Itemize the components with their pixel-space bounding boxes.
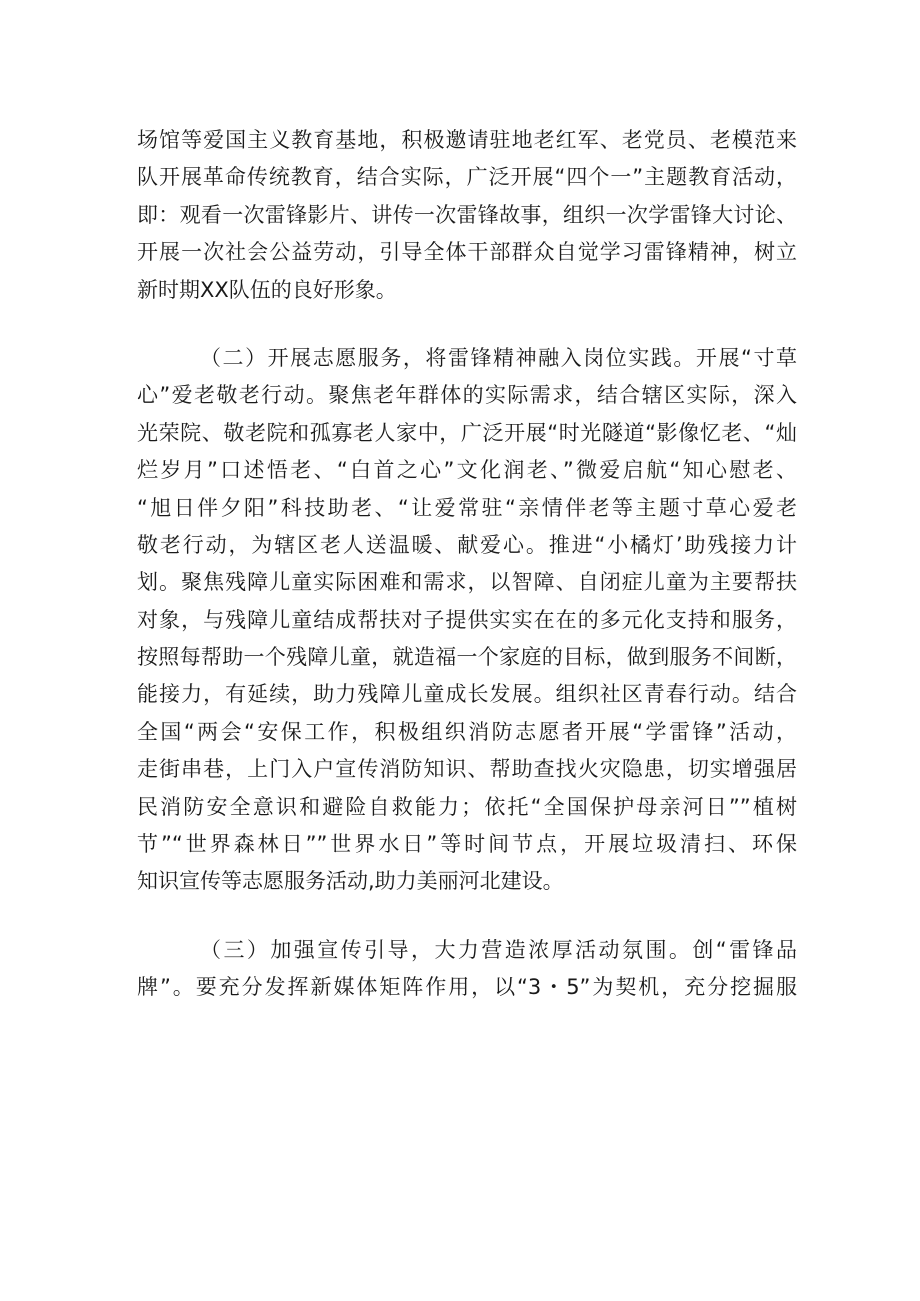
paragraph-3 — [137, 932, 797, 1007]
text-line: 敬老行动，为辖区老人送温暖、献爱心。推进“小橘灯’助残接力计 — [137, 532, 797, 557]
text-line: 光荣院、敬老院和孤寡老人家中，广泛开展“时光隧道“影像忆老、“灿 — [137, 420, 797, 445]
text-line: 节”“世界森林日””世界水日”等时间节点，开展垃圾清扫、环保 — [137, 832, 797, 857]
document-body — [137, 122, 797, 1007]
text-line: 知识宣传等志愿服务活动,助力美丽河北建设。 — [137, 869, 564, 894]
text-line: 队开展革命传统教育，结合实际，广泛开展“四个一”主题教育活动， — [137, 165, 797, 190]
text-line: 按照每帮助一个残障儿童，就造福一个家庭的目标，做到服务不间断， — [137, 645, 797, 670]
text-line: “旭日伴夕阳”科技助老、“让爱常驻“亲情伴老等主题寸草心爱老 — [137, 495, 797, 520]
text-line: 全国“两会“安保工作，积极组织消防志愿者开展“学雷锋”活动， — [137, 719, 797, 744]
text-line: （二）开展志愿服务，将雷锋精神融入岗位实践。开展“寸草 — [200, 345, 797, 370]
paragraph-gap — [137, 901, 797, 932]
text-line: 民消防安全意识和避险自救能力；依托“全国保护母亲河日””植树 — [137, 794, 797, 819]
paragraph-gap — [137, 309, 797, 340]
text-line: 烂岁月”口述悟老、“白首之心”文化润老、”微爱启航“知心慰老、 — [137, 458, 797, 483]
text-line: 心”爱老敬老行动。聚焦老年群体的实际需求，结合辖区实际，深入 — [137, 383, 797, 408]
text-line: 即：观看一次雷锋影片、讲传一次雷锋故事，组织一次学雷锋大讨论、 — [137, 202, 797, 227]
text-line: 场馆等爱国主义教育基地，积极邀请驻地老红军、老党员、老模范来 — [137, 128, 797, 152]
text-line: 划。聚焦残障儿童实际困难和需求，以智障、自闭症儿童为主要帮扶 — [137, 570, 797, 595]
text-line: 能接力，有延续，助力残障儿童成长发展。组织社区青春行动。结合 — [137, 682, 797, 707]
text-line: 对象，与残障儿童结成帮扶对子提供实实在在的多元化支持和服务， — [137, 607, 797, 632]
text-line: 牌”。要充分发挥新媒体矩阵作用，以“3・5”为契机，充分挖掘服 — [137, 975, 797, 1000]
text-line: （三）加强宣传引导，大力营造浓厚活动氛围。创“雷锋品 — [200, 937, 797, 962]
text-line: 新时期XX队伍的良好形象。 — [137, 277, 397, 302]
text-line: 走街串巷，上门入户宣传消防知识、帮助查找火灾隐患，切实增强居 — [137, 757, 797, 782]
text-line: 开展一次社会公益劳动，引导全体干部群众自觉学习雷锋精神，树立 — [137, 240, 797, 265]
paragraph-1 — [137, 122, 797, 309]
paragraph-2 — [137, 340, 797, 901]
